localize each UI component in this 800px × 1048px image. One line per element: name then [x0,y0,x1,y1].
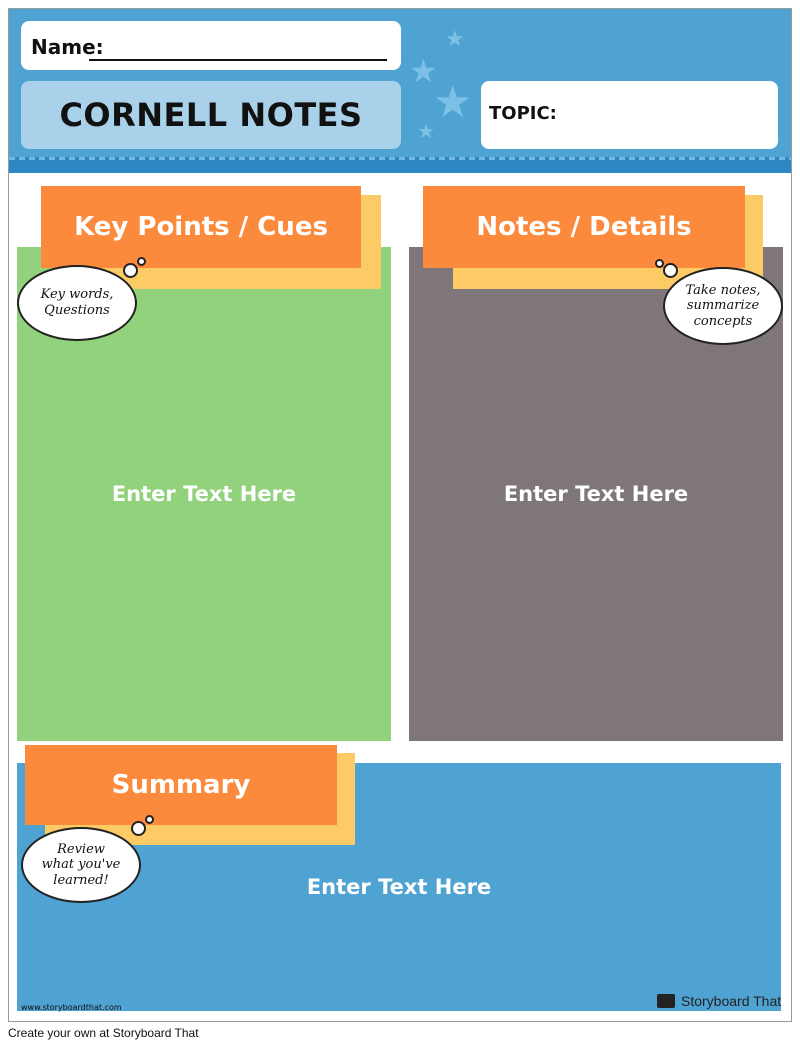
name-underline [89,59,387,61]
summary-tab [25,745,337,825]
header-band [9,9,791,173]
thought-bubble-icon [21,827,141,903]
storyboard-logo-icon [657,994,675,1008]
summary-placeholder: Enter Text Here [306,875,492,899]
key-points-hint: Key words, Questions [40,287,114,318]
page-title: CORNELL NOTES [59,96,363,134]
notes-tab [423,186,745,268]
name-label: Name: [31,35,104,59]
star-icon: ★ [409,52,438,90]
notes-placeholder: Enter Text Here [503,482,689,506]
summary-hint: Review what you've learned! [41,841,121,888]
star-icon: ★ [417,119,435,143]
storyboard-brand: Storyboard That [681,993,782,1009]
notes-heading: Notes / Details [476,212,692,242]
storyboard-logo [657,993,781,1009]
topic-field[interactable] [481,81,778,149]
key-points-placeholder: Enter Text Here [111,482,297,506]
footer-link[interactable]: Create your own at Storyboard That [8,1026,199,1040]
thought-bubble-dot [663,263,678,278]
thought-bubble-icon [17,265,137,341]
star-icon: ★ [433,77,473,128]
summary-heading: Summary [111,770,251,800]
key-points-tab [41,186,361,268]
header-stripe [9,157,791,173]
thought-bubble-dot [123,263,138,278]
title-box [21,81,401,149]
thought-bubble-dot [137,257,146,266]
star-icon: ★ [445,27,465,52]
notes-hint: Take notes, summarize concepts [685,282,761,329]
thought-bubble-dot [145,815,154,824]
topic-label: TOPIC: [489,103,557,124]
thought-bubble-icon [663,267,783,345]
watermark-url: www.storyboardthat.com [21,1003,122,1012]
worksheet [8,8,792,1022]
name-field[interactable] [21,21,401,70]
thought-bubble-dot [131,821,146,836]
key-points-heading: Key Points / Cues [74,212,328,242]
